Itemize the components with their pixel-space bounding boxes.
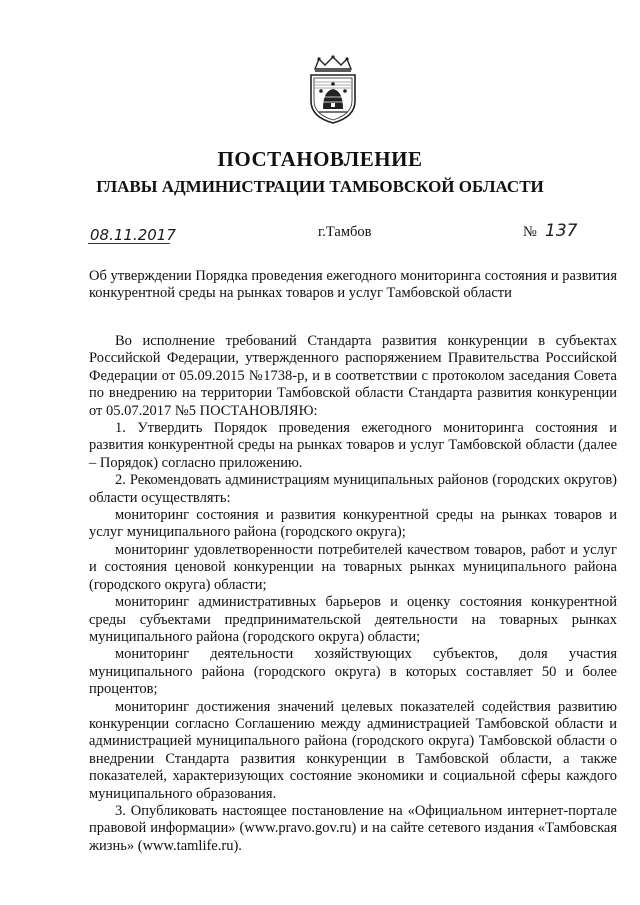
document-issuer: ГЛАВЫ АДМИНИСТРАЦИИ ТАМБОВСКОЙ ОБЛАСТИ xyxy=(96,177,544,196)
body-paragraph: мониторинг деятельности хозяйствующих субъектов, доля участия муниципального района (городского округа) в которых составляет 50 и более процентов; xyxy=(89,646,617,698)
document-date: 08.11.2017 xyxy=(90,226,176,244)
document-number: 137 xyxy=(545,221,578,241)
body-paragraph: 2. Рекомендовать администрациям муниципальных районов (городских округов) области осуществлять: xyxy=(89,472,617,506)
document-body xyxy=(89,333,617,855)
body-paragraph: мониторинг достижения значений целевых показателей содействия развитию конкуренции согласно Соглашению между администрацией Тамбовской области и администрацией муниципального района (городского округа) Тамбовской области о внедрении Стандарта развития конкуренции в Тамбовской области, а также показателей, характеризующих состояние экономики и социальной сферы каждого муниципального образования. xyxy=(89,698,617,802)
body-paragraph: мониторинг состояния и развития конкурентной среды на рынках товаров и услуг муниципального района (городского округа); xyxy=(89,507,617,541)
body-paragraph: мониторинг административных барьеров и оценку состояния конкурентной среды субъектами предпринимательской деятельности на товарных рынках муниципального района (городского округа) области; xyxy=(89,594,617,645)
tambov-coat-of-arms-icon xyxy=(301,55,365,125)
body-paragraph: мониторинг удовлетворенности потребителей качеством товаров, работ и услуг и состояния ценовой конкуренции на товарных рынках муниципального района (городского округа) области; xyxy=(89,541,617,593)
date-underline xyxy=(88,243,170,244)
body-paragraph: 1. Утвердить Порядок проведения ежегодного мониторинга состояния и развития конкурентной среды на рынках товаров и услуг Тамбовской области (далее – Порядок) согласно приложению. xyxy=(89,420,617,471)
document-city: г.Тамбов xyxy=(318,224,372,240)
body-paragraph: 3. Опубликовать настоящее постановление на «Официальном интернет-портале правовой информации» (www.pravo.gov.ru) и на сайте сетевого издания «Тамбовская жизнь» (www.tamlife.ru). xyxy=(89,802,617,854)
document-title: ПОСТАНОВЛЕНИЕ xyxy=(217,147,423,171)
body-paragraph: Во исполнение требований Стандарта развития конкуренции в субъектах Российской Федерации, утвержденного распоряжением Правительства Российской Федерации от 05.09.2015 №1738-р, и в соответствии с протоколом заседания Совета по внедрению на территории Тамбовской области Стандарта развития конкуренции от 05.07.2017 №5 ПОСТАНОВЛЯЮ: xyxy=(89,333,617,419)
document-subject: Об утверждении Порядка проведения ежегодного мониторинга состояния и развития конкурентной среды на рынках товаров и услуг Тамбовской области xyxy=(89,268,617,301)
document-number-label: № xyxy=(523,224,537,240)
